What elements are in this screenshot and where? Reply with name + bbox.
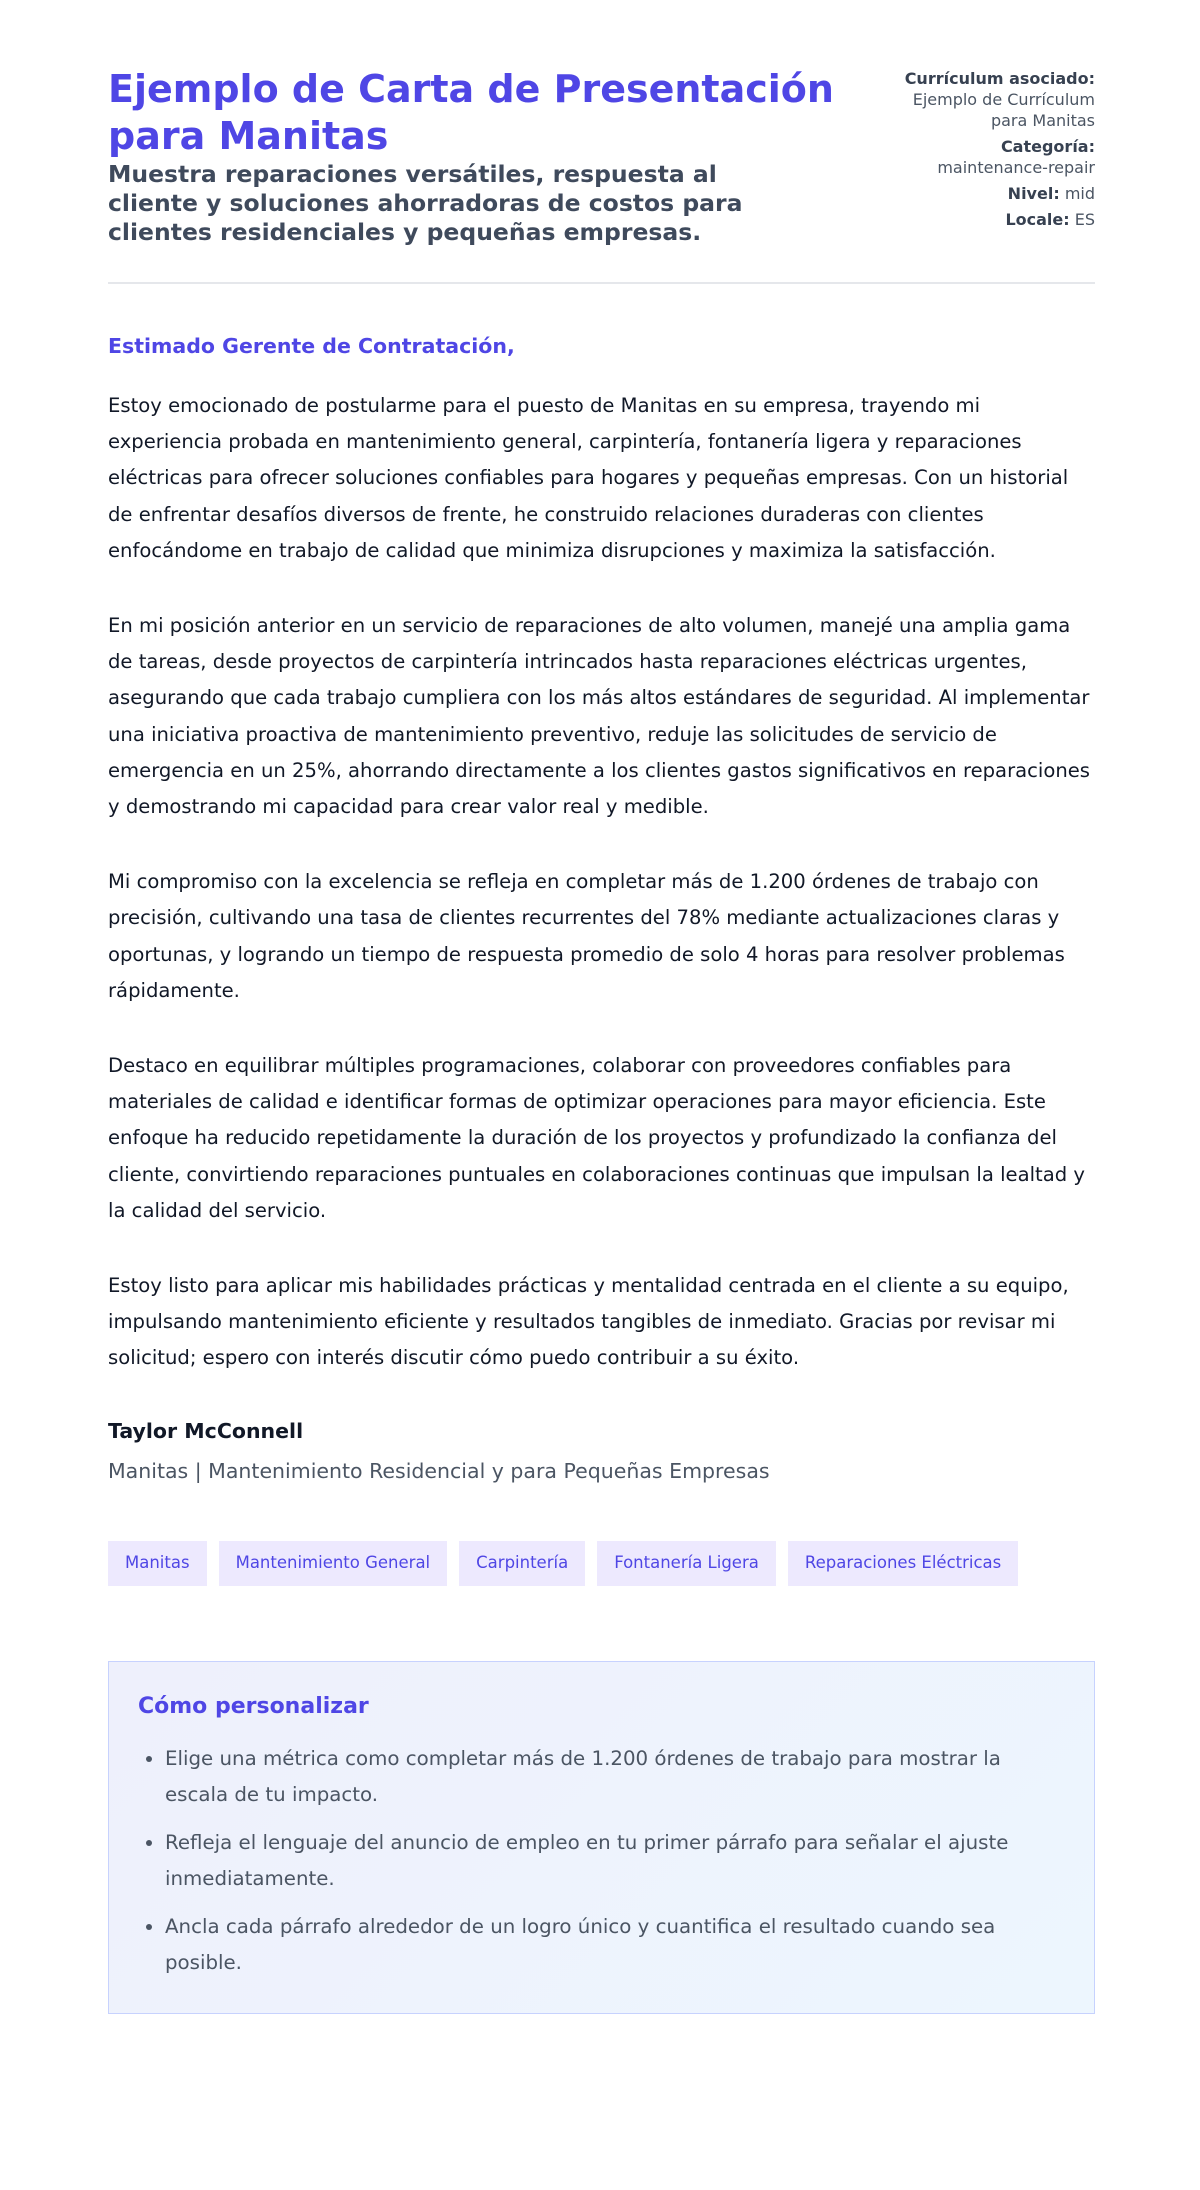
meta-category: Categoría: maintenance-repair bbox=[937, 137, 1095, 177]
tag: Manitas bbox=[108, 1541, 207, 1586]
customization-tips bbox=[108, 1661, 1095, 2014]
meta-locale: Locale: ES bbox=[1005, 210, 1095, 229]
tag: Carpintería bbox=[459, 1541, 585, 1586]
paragraph: En mi posición anterior en un servicio de reparaciones de alto volumen, manejé una amplia gama de tareas, desde proyectos de carpintería intrincados hasta reparaciones eléctricas urgentes, asegurando que cada trabajo cumpliera con los más altos estándares de seguridad. Al implementar una iniciativa proactiva de mantenimiento preventivo, reduje las solicitudes de servicio de emergencia en un 25%, ahorrando directamente a los clientes gastos significativos en reparaciones y demostrando mi capacidad para crear valor real y medible. bbox=[108, 614, 1091, 819]
page-subtitle: Muestra reparaciones versátiles, respuesta al cliente y soluciones ahorradoras de costos para clientes residenciales y pequeñas empresas. bbox=[108, 160, 743, 246]
paragraph: Estoy listo para aplicar mis habilidades prácticas y mentalidad centrada en el cliente a su equipo, impulsando mantenimiento eficiente y resultados tangibles de inmediato. Gracias por revisar mi solicitud; espero con interés discutir cómo puedo contribuir a su éxito. bbox=[108, 1274, 1069, 1370]
tag: Fontanería Ligera bbox=[597, 1541, 776, 1586]
page-title: Ejemplo de Carta de Presentación para Manitas bbox=[108, 67, 834, 158]
meta-resume: Currículum asociado: Ejemplo de Currículum para Manitas bbox=[904, 69, 1095, 130]
cover-letter-page bbox=[108, 0, 1095, 2014]
tips-title: Cómo personalizar bbox=[138, 1693, 369, 1719]
letter-body bbox=[108, 388, 1095, 1377]
greeting: Estimado Gerente de Contratación, bbox=[108, 334, 515, 358]
signer-role: Manitas | Mantenimiento Residencial y para Pequeñas Empresas bbox=[108, 1458, 770, 1483]
tag-list bbox=[108, 1541, 1095, 1586]
tip-item: • Refleja el lenguaje del anuncio de empleo en tu primer párrafo para señalar el ajuste inmediatamente. bbox=[165, 1825, 1065, 1897]
signer-name: Taylor McConnell bbox=[108, 1418, 304, 1443]
meta-level: Nivel: mid bbox=[1007, 184, 1095, 203]
paragraph: Destaco en equilibrar múltiples programaciones, colaborar con proveedores confiables para materiales de calidad e identificar formas de optimizar operaciones para mayor eficiencia. Este enfoque ha reducido repetidamente la duración de los proyectos y profundizado la confianza del cliente, convirtiendo reparaciones puntuales en colaboraciones continuas que impulsan la lealtad y la calidad del servicio. bbox=[108, 1054, 1085, 1222]
signature bbox=[108, 1419, 1095, 1483]
tip-item: • Elige una métrica como completar más de 1.200 órdenes de trabajo para mostrar la escala de tu impacto. bbox=[165, 1741, 1065, 1813]
tag: Reparaciones Eléctricas bbox=[788, 1541, 1018, 1586]
tag: Mantenimiento General bbox=[219, 1541, 448, 1586]
paragraph: Mi compromiso con la excelencia se refleja en completar más de 1.200 órdenes de trabajo con precisión, cultivando una tasa de clientes recurrentes del 78% mediante actualizaciones claras y oportunas, y logrando un tiempo de respuesta promedio de solo 4 horas para resolver problemas rápidamente. bbox=[108, 870, 1065, 1002]
page-header bbox=[108, 0, 1095, 284]
paragraph: Estoy emocionado de postularme para el puesto de Manitas en su empresa, trayendo mi experiencia probada en mantenimiento general, carpintería, fontanería ligera y reparaciones eléctricas para ofrecer soluciones confiables para hogares y pequeñas empresas. Con un historial de enfrentar desafíos diversos de frente, he construido relaciones duraderas con clientes enfocándome en trabajo de calidad que minimiza disrupciones y maximiza la satisfacción. bbox=[108, 394, 1069, 562]
tip-item: • Ancla cada párrafo alrededor de un logro único y cuantifica el resultado cuando sea posible. bbox=[165, 1909, 1065, 1981]
metadata-panel bbox=[895, 66, 1095, 282]
